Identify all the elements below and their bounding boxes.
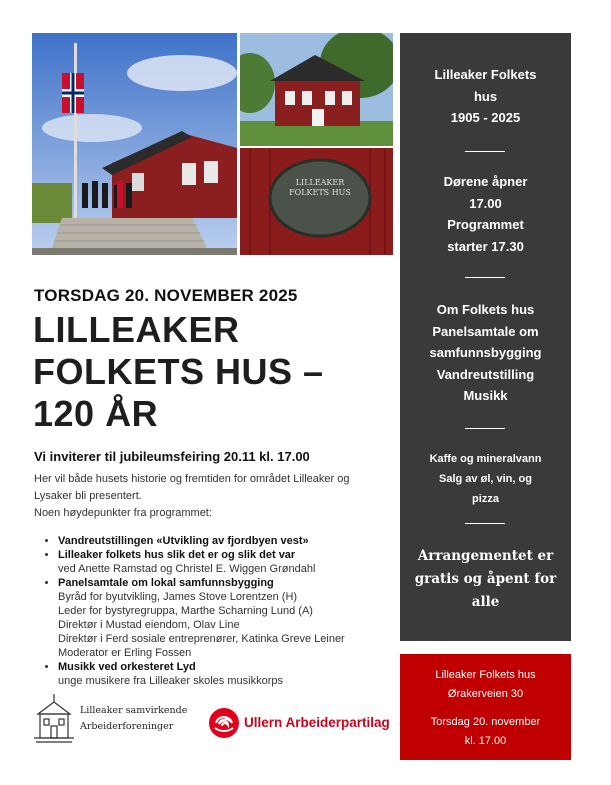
address-line: Ørakerveien 30 (447, 688, 524, 700)
sidebar-divider (465, 523, 505, 524)
samvirkende-logo (32, 692, 202, 748)
program-item-detail: Byråd for byutvikling, James Stove Lorentzen (H) (58, 591, 298, 603)
program-item (58, 534, 418, 548)
photo-plaque (240, 148, 393, 255)
program-item-detail: ved Anette Ramstad og Christel E. Wiggen Grøndahl (58, 563, 316, 575)
intro-line: Her vil både husets historie og fremtiden for området Lilleaker og (34, 473, 350, 485)
title-line: 120 ÅR (33, 393, 159, 434)
sidebar-line: Salg av øl, vin, og (439, 473, 532, 485)
sidebar-line: alle (471, 594, 500, 610)
sidebar-line: hus (473, 88, 498, 104)
sidebar-block-times (400, 171, 571, 257)
program-item-detail: unge musikere fra Lilleaker skoles musikkorps (58, 675, 283, 687)
program-item-detail: Direktør i Ferd sosiale entreprenører, Katinka Greve Leiner (58, 633, 345, 645)
sidebar-line: 17.00 (469, 195, 502, 211)
sidebar-block-program (400, 299, 571, 407)
program-list (34, 534, 418, 688)
sidebar-line: starter 17.30 (447, 238, 524, 254)
program-item (58, 576, 418, 660)
photo-red-house (240, 33, 393, 146)
sidebar-block-refreshments (400, 449, 571, 509)
plaque-text (270, 178, 370, 198)
intro-text (34, 471, 394, 522)
sidebar-line: Dørene åpner (443, 174, 528, 189)
sidebar-divider (465, 428, 505, 429)
sidebar-line: Arrangementet er (417, 548, 554, 564)
intro-line: Lysaker bli presentert. (34, 490, 142, 502)
address-line: Torsdag 20. november (430, 716, 541, 728)
info-sidebar (400, 33, 571, 641)
address-line: Lilleaker Folkets hus (435, 669, 536, 681)
sidebar-line: gratis og åpent for (414, 571, 557, 587)
sidebar-block-free (400, 545, 571, 614)
samvirkende-logo-text (80, 703, 187, 735)
event-date: TORSDAG 20. NOVEMBER 2025 (34, 286, 298, 305)
sidebar-divider (465, 151, 505, 152)
program-item-title: • Musikk ved orkesteret Lyd (58, 661, 196, 673)
sidebar-line: samfunnsbygging (429, 345, 542, 360)
address-line: kl. 17.00 (464, 735, 507, 747)
plaque-line-2: FOLKETS HUS (289, 188, 351, 197)
title-line: LILLEAKER (33, 309, 240, 350)
program-item-title: • Panelsamtale om lokal samfunnsbygging (58, 577, 274, 589)
program-item-detail: Moderator er Erling Fossen (58, 647, 192, 659)
sidebar-line: Vandreutstilling (436, 366, 535, 382)
intro-line: Noen høydepunkter fra programmet: (34, 507, 212, 519)
house-drawing-icon (32, 692, 76, 748)
sidebar-block-title (400, 64, 571, 129)
logo-line: Lilleaker samvirkende (80, 705, 188, 716)
plaque-line-1: LILLEAKER (295, 178, 345, 187)
sidebar-divider (465, 277, 505, 278)
sidebar-line: Panelsamtale om (432, 323, 539, 339)
program-item (58, 660, 418, 688)
rose-icon (207, 706, 241, 740)
sidebar-line: 1905 - 2025 (450, 110, 521, 125)
sidebar-line: pizza (472, 493, 499, 505)
program-item-detail: Leder for bystyregruppa, Marthe Scharning Lund (A) (58, 605, 313, 617)
program-item (58, 548, 418, 576)
page-title (33, 309, 393, 435)
sidebar-line: Kaffe og mineralvann (429, 453, 542, 465)
photo-building-flag (32, 33, 237, 255)
program-item-title: • Vandreutstillingen «Utvikling av fjordbyen vest» (58, 535, 309, 547)
sidebar-line: Programmet (447, 217, 524, 232)
program-item-detail: Direktør i Mustad eiendom, Olav Line (58, 619, 240, 631)
ap-logo (207, 706, 403, 740)
ap-logo-text: Ullern Arbeiderpartilag (244, 715, 390, 730)
sidebar-line: Om Folkets hus (436, 302, 535, 317)
sidebar-line: Musikk (463, 388, 508, 403)
sidebar-line: Lilleaker Folkets (434, 67, 537, 82)
program-item-title: • Lilleaker folkets hus slik det er og slik det var (58, 549, 296, 561)
title-line: FOLKETS HUS – (33, 351, 324, 392)
logo-line: Arbeiderforeninger (80, 721, 174, 732)
invitation-heading: Vi inviterer til jubileumsfeiring 20.11 kl. 17.00 (34, 449, 310, 464)
address-box (400, 654, 571, 760)
